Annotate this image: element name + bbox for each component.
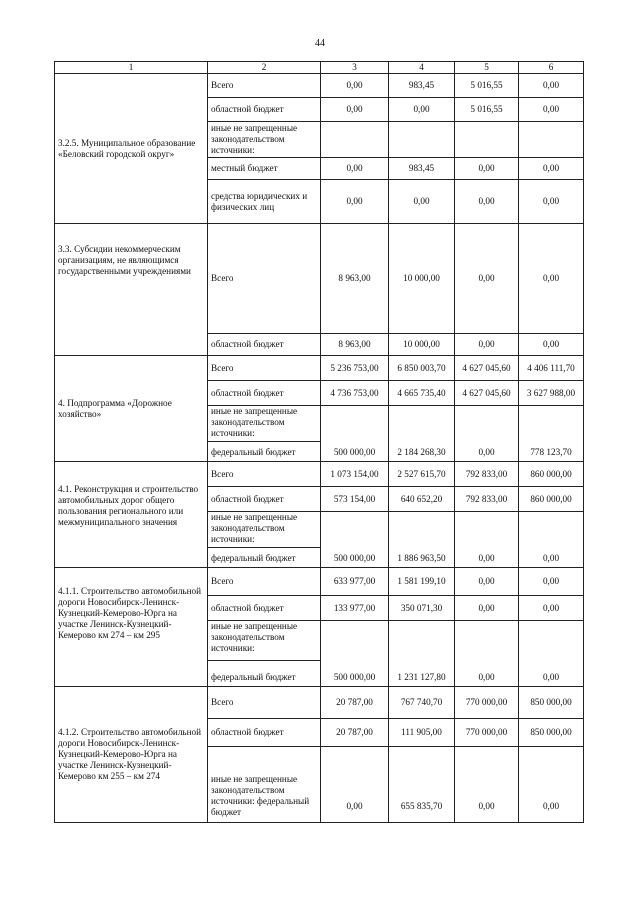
value-cell: 860 000,00 [519, 487, 584, 512]
value-cell: 0,00 [519, 568, 584, 596]
source-cell: федеральный бюджет [208, 661, 321, 687]
value-cell: 20 787,00 [321, 719, 389, 747]
source-cell: Всего [208, 224, 321, 334]
budget-table [54, 61, 584, 823]
column-header: 2 [208, 62, 321, 74]
value-cell: 0,00 [455, 334, 519, 356]
source-cell: областной бюджет [208, 487, 321, 512]
row-name: 4.1.1. Строительство автомобильной дороги Новосибирск-Ленинск-Кузнецкий-Кемерово-Юрга на участке Ленинск-Кузнецкий-Кемерово км 274 – км 295 [55, 568, 208, 687]
source-cell: Всего [208, 687, 321, 719]
table-row [55, 568, 584, 596]
value-cell: 0,00 [519, 596, 584, 621]
column-header: 1 [55, 62, 208, 74]
value-cell: 655 835,70 [389, 747, 455, 823]
value-cell: 1 231 127,80 [389, 621, 455, 687]
source-cell: областной бюджет [208, 98, 321, 122]
value-cell: 770 000,00 [455, 687, 519, 719]
value-cell: 640 652,20 [389, 487, 455, 512]
value-cell: 0,00 [389, 98, 455, 122]
table-row [55, 74, 584, 98]
value-cell: 0,00 [321, 158, 389, 180]
value-cell: 2 184 268,30 [389, 406, 455, 462]
value-cell: 0,00 [519, 747, 584, 823]
page-number: 44 [315, 38, 325, 49]
source-cell: Всего [208, 462, 321, 487]
value-cell: 0,00 [455, 568, 519, 596]
value-cell: 0,00 [455, 512, 519, 568]
value-cell: 0,00 [455, 747, 519, 823]
column-header: 5 [455, 62, 519, 74]
source-cell: областной бюджет [208, 596, 321, 621]
value-cell: 2 527 615,70 [389, 462, 455, 487]
value-cell: 1 581 199,10 [389, 568, 455, 596]
value-cell: 8 963,00 [321, 224, 389, 334]
value-cell: 633 977,00 [321, 568, 389, 596]
source-cell: иные не запрещенные законодательством источники: [208, 621, 321, 661]
source-cell: местный бюджет [208, 158, 321, 180]
value-cell: 0,00 [519, 224, 584, 334]
value-cell: 500 000,00 [321, 406, 389, 462]
row-name: 3.3. Субсидии некоммерческим организациям, не являющимся государственными учреждениями [55, 224, 208, 356]
value-cell: 8 963,00 [321, 334, 389, 356]
value-cell: 850 000,00 [519, 687, 584, 719]
value-cell: 0,00 [455, 224, 519, 334]
value-cell: 3 627 988,00 [519, 381, 584, 406]
value-cell: 4 627 045,60 [455, 381, 519, 406]
row-name: 4.1.2. Строительство автомобильной дороги Новосибирск-Ленинск-Кузнецкий-Кемерово-Юрга на участке Ленинск-Кузнецкий-Кемерово км 255 – км 274 [55, 687, 208, 823]
source-cell: иные не запрещенные законодательством источники: [208, 122, 321, 158]
column-header: 6 [519, 62, 584, 74]
value-cell: 0,00 [455, 180, 519, 224]
value-cell: 0,00 [321, 74, 389, 98]
value-cell: 111 905,00 [389, 719, 455, 747]
column-header: 4 [389, 62, 455, 74]
value-cell: 0,00 [519, 74, 584, 98]
source-cell: иные не запрещенные законодательством источники: [208, 406, 321, 442]
value-cell: 792 833,00 [455, 487, 519, 512]
source-cell: федеральный бюджет [208, 548, 321, 568]
value-cell: 500 000,00 [321, 621, 389, 687]
value-cell: 5 016,55 [455, 74, 519, 98]
row-name: 4.1. Реконструкция и строительство автомобильных дорог общего пользования регионального или межмуниципального значения [55, 462, 208, 568]
value-cell [321, 122, 389, 158]
table-row [55, 224, 584, 334]
value-cell: 573 154,00 [321, 487, 389, 512]
value-cell: 10 000,00 [389, 224, 455, 334]
source-cell: федеральный бюджет [208, 442, 321, 462]
value-cell: 850 000,00 [519, 719, 584, 747]
value-cell: 20 787,00 [321, 687, 389, 719]
value-cell: 0,00 [455, 158, 519, 180]
source-cell: иные не запрещенные законодательством источники: [208, 512, 321, 548]
value-cell: 6 850 003,70 [389, 356, 455, 381]
value-cell: 4 627 045,60 [455, 356, 519, 381]
value-cell [455, 122, 519, 158]
source-cell: Всего [208, 356, 321, 381]
table-row [55, 356, 584, 381]
value-cell: 0,00 [519, 334, 584, 356]
value-cell: 0,00 [519, 621, 584, 687]
column-header: 3 [321, 62, 389, 74]
source-cell: областной бюджет [208, 334, 321, 356]
value-cell: 4 406 111,70 [519, 356, 584, 381]
table-row [55, 687, 584, 719]
value-cell: 778 123,70 [519, 406, 584, 462]
source-cell: Всего [208, 74, 321, 98]
row-name: 3.2.5. Муниципальное образование «Беловский городской округ» [55, 74, 208, 224]
table-row [55, 462, 584, 487]
value-cell: 10 000,00 [389, 334, 455, 356]
value-cell: 983,45 [389, 158, 455, 180]
source-cell: областной бюджет [208, 719, 321, 747]
value-cell [389, 122, 455, 158]
header-row [55, 62, 584, 74]
value-cell: 792 833,00 [455, 462, 519, 487]
value-cell: 0,00 [455, 596, 519, 621]
value-cell: 0,00 [519, 98, 584, 122]
value-cell: 0,00 [321, 747, 389, 823]
value-cell: 0,00 [455, 406, 519, 462]
value-cell: 770 000,00 [455, 719, 519, 747]
row-name: 4. Подпрограмма «Дорожное хозяйство» [55, 356, 208, 462]
source-cell: средства юридических и физических лиц [208, 180, 321, 224]
value-cell: 0,00 [519, 158, 584, 180]
source-cell: Всего [208, 568, 321, 596]
value-cell: 0,00 [455, 621, 519, 687]
value-cell: 0,00 [519, 512, 584, 568]
value-cell: 767 740,70 [389, 687, 455, 719]
value-cell: 133 977,00 [321, 596, 389, 621]
value-cell: 0,00 [321, 98, 389, 122]
value-cell [519, 122, 584, 158]
value-cell: 0,00 [389, 180, 455, 224]
value-cell: 1 073 154,00 [321, 462, 389, 487]
value-cell: 4 665 735,40 [389, 381, 455, 406]
value-cell: 4 736 753,00 [321, 381, 389, 406]
value-cell: 0,00 [321, 180, 389, 224]
value-cell: 0,00 [519, 180, 584, 224]
value-cell: 350 071,30 [389, 596, 455, 621]
value-cell: 5 236 753,00 [321, 356, 389, 381]
source-cell: иные не запрещенные законодательством источники: федеральный бюджет [208, 747, 321, 823]
value-cell: 500 000,00 [321, 512, 389, 568]
value-cell: 5 016,55 [455, 98, 519, 122]
source-cell: областной бюджет [208, 381, 321, 406]
value-cell: 860 000,00 [519, 462, 584, 487]
value-cell: 1 886 963,50 [389, 512, 455, 568]
value-cell: 983,45 [389, 74, 455, 98]
